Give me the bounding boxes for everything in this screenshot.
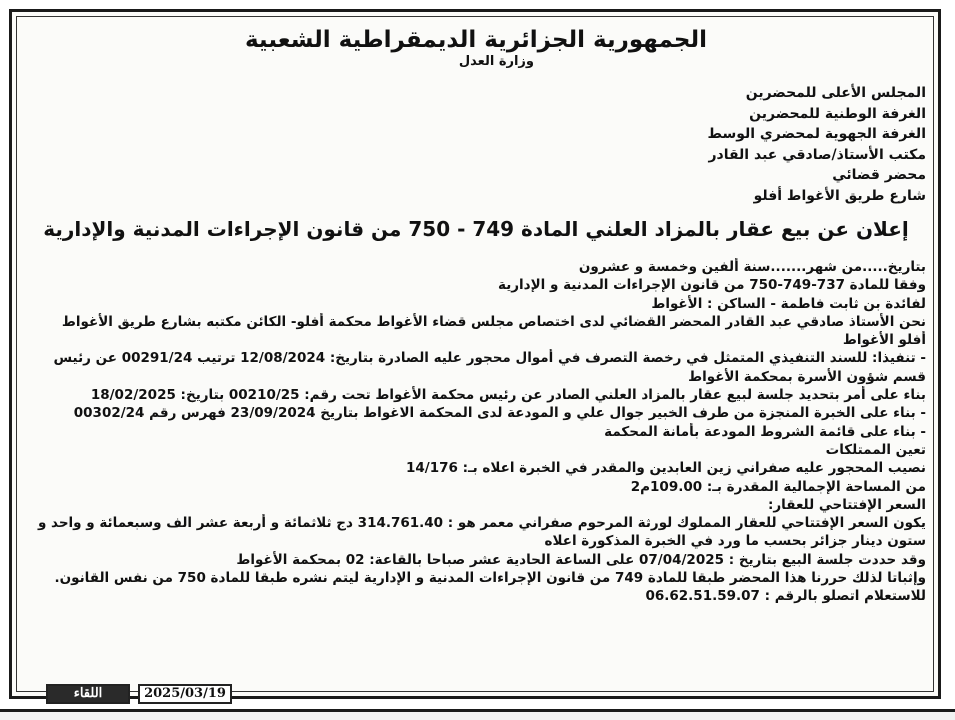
body-line: نصيب المحجور عليه صفراني زين العابدين والمقدر في الخبرة اعلاه بـ: 14/176 — [405, 460, 926, 477]
body-line: - بناء على قائمة الشروط المودعة بأمانة المحكمة — [604, 423, 926, 440]
publication-footer — [46, 684, 232, 704]
body-line: للاستعلام اتصلو بالرقم : 06.62.51.59.07 — [645, 588, 926, 605]
body-line: بناء على أمر بتحديد جلسة لبيع عقار بالمزاد العلني الصادر عن رئيس محكمة الأغواط تحت رقم: 00210/25 بتاريخ: 18/02/2025 — [90, 387, 926, 404]
body-line: أفلو الأغواط — [842, 332, 926, 349]
body-line: يكون السعر الإفتتاحي للعقار المملوك لورثة المرحوم صفراني معمر هو : 314.761.40 دج ثلاثمائة و أربعة عشر الف وسبعمائة و واحد و — [37, 515, 926, 532]
issuer-block — [26, 83, 926, 206]
body-line: من المساحة الإجمالية المقدرة بـ: 109.00م2 — [630, 478, 926, 495]
body-line: وقد حددت جلسة البيع بتاريخ : 07/04/2025 على الساعة الحادية عشر صباحا بالقاعة: 02 بمحكمة الأغواط — [236, 551, 926, 568]
body-line: السعر الإفتتاحي للعقار: — [767, 496, 926, 513]
page-bottom-border — [0, 709, 955, 720]
issuer-line: الغرفة الوطنية للمحضرين — [749, 105, 926, 122]
body-line: بتاريخ.....من شهر.......سنة ألفين وخمسة و عشرون — [578, 259, 926, 275]
body-line: - بناء على الخبرة المنجزة من طرف الخبير جوال علي و المودعة لدى المحكمة الاغواط بتاريخ 23/09/2024 فهرس رقم 00302/24 — [73, 405, 926, 422]
issuer-line: شارع طريق الأغواط أفلو — [753, 187, 926, 204]
republic-title: الجمهورية الجزائرية الديمقراطية الشعبية — [244, 27, 708, 53]
body-line: وفقا للمادة 737-749-750 من قانون الإجراءات المدنية و الإدارية — [498, 277, 926, 294]
newspaper-name: اللقاء — [46, 684, 130, 704]
body-line: وإثباتا لذلك حررنا هذا المحضر طبقا للمادة 749 من قانون الإجراءات المدنية و الإدارية ليتم نشره طبقا للمادة 750 من نفس القانون. — [54, 570, 926, 587]
body-line: ستون دينار جزائر بحسب ما ورد في الخبرة المذكورة اعلاه — [544, 533, 926, 550]
issuer-line: الغرفة الجهوية لمحضري الوسط — [707, 126, 926, 142]
notice-frame — [9, 9, 941, 699]
ministry-name: وزارة العدل — [458, 54, 534, 69]
notice-content — [26, 26, 926, 606]
issuer-line: المجلس الأعلى للمحضرين — [745, 85, 926, 101]
body-line: نحن الأستاذ صادقي عبد القادر المحضر القضائي لدى اختصاص مجلس قضاء الأغواط محكمة أفلو- الكائن مكتبه بشارع طريق الأغواط — [61, 313, 926, 330]
publication-date: 2025/03/19 — [138, 684, 232, 704]
announcement-title: إعلان عن بيع عقار بالمزاد العلني المادة 749 - 750 من قانون الإجراءات المدنية والإدارية — [43, 217, 909, 241]
body-line: لفائدة بن ثابت فاطمة - الساكن : الأغواط — [651, 295, 926, 312]
notice-body — [26, 258, 926, 606]
body-line: قسم شؤون الأسرة بمحكمة الأغواط — [688, 368, 926, 385]
issuer-line: محضر قضائي — [832, 167, 926, 183]
body-line: تعين الممتلكات — [825, 441, 926, 458]
body-line: - تنفيذا: للسند التنفيذي المتمثل في رخصة التصرف في أموال محجور عليه الصادرة بتاريخ: 12/08/2024 ترتيب 00291/24 عن رئيس — [53, 350, 926, 367]
issuer-line: مكتب الأستاذ/صادقي عبد القادر — [708, 146, 926, 163]
